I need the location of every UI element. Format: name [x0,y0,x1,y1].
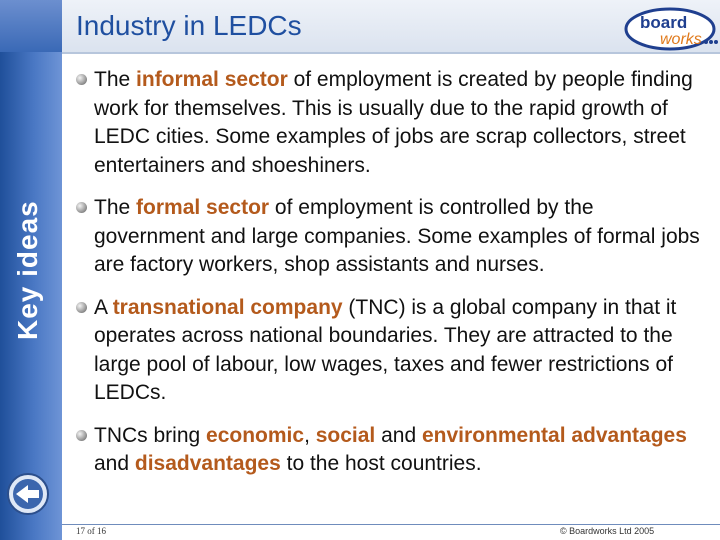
title-divider [62,52,720,54]
bullet-text: and [94,452,135,475]
footer-divider [62,524,720,525]
bullet-dot-icon [76,302,87,313]
back-arrow-icon [6,472,50,516]
bullet-text: and [375,423,422,447]
bullet-text: The [94,196,137,219]
keyword: social [315,423,376,447]
keyword: informal sector [136,68,288,91]
bullet-item [76,294,708,408]
bullet-text: (TNC) is a global company in that it operates across national boundaries. They are attracted to the large pool of labour, low wages, taxes and fewer restrictions of LEDCs. [94,295,677,404]
logo-text-board: board [640,13,688,32]
bullet-text: , [304,423,316,447]
bullet-text: to the host countries. [280,452,482,475]
bullet-text: of employment is controlled by the government and large companies. Some examples of formal jobs are factory workers, shop assistants and nurses. [94,196,700,276]
keyword: disadvantages [134,452,281,475]
keyword: formal sector [136,196,270,219]
key-ideas-list [76,66,708,493]
bullet-text: The [94,68,137,91]
sidebar-top-block [0,0,62,52]
keyword: transnational company [112,295,343,319]
bullet-dot-icon [76,74,87,85]
sidebar [0,0,62,540]
bullet-text: TNCs bring [94,423,207,447]
boardworks-logo [624,6,720,52]
logo-text-works: works [660,31,702,48]
copyright: © Boardworks Ltd 2005 [560,526,655,536]
bullet-item [76,66,708,180]
back-button[interactable] [6,472,50,516]
keyword: economic [206,423,305,447]
bullet-dot-icon [76,430,87,441]
slide-title: Industry in LEDCs [76,10,302,41]
bullet-text: A [94,295,113,319]
bullet-text: of employment is created by people finding work for themselves. This is usually due to the rapid growth of LEDC cities. Some examples of jobs are scrap collectors, street entertainers and shoeshiners. [94,68,693,177]
bullet-item [76,422,708,479]
bullet-dot-icon [76,202,87,213]
key-ideas-label: Key ideas [12,200,43,340]
keyword: environmental advantages [422,423,687,447]
page-number: 17 of 16 [76,526,106,536]
bullet-item [76,194,708,280]
